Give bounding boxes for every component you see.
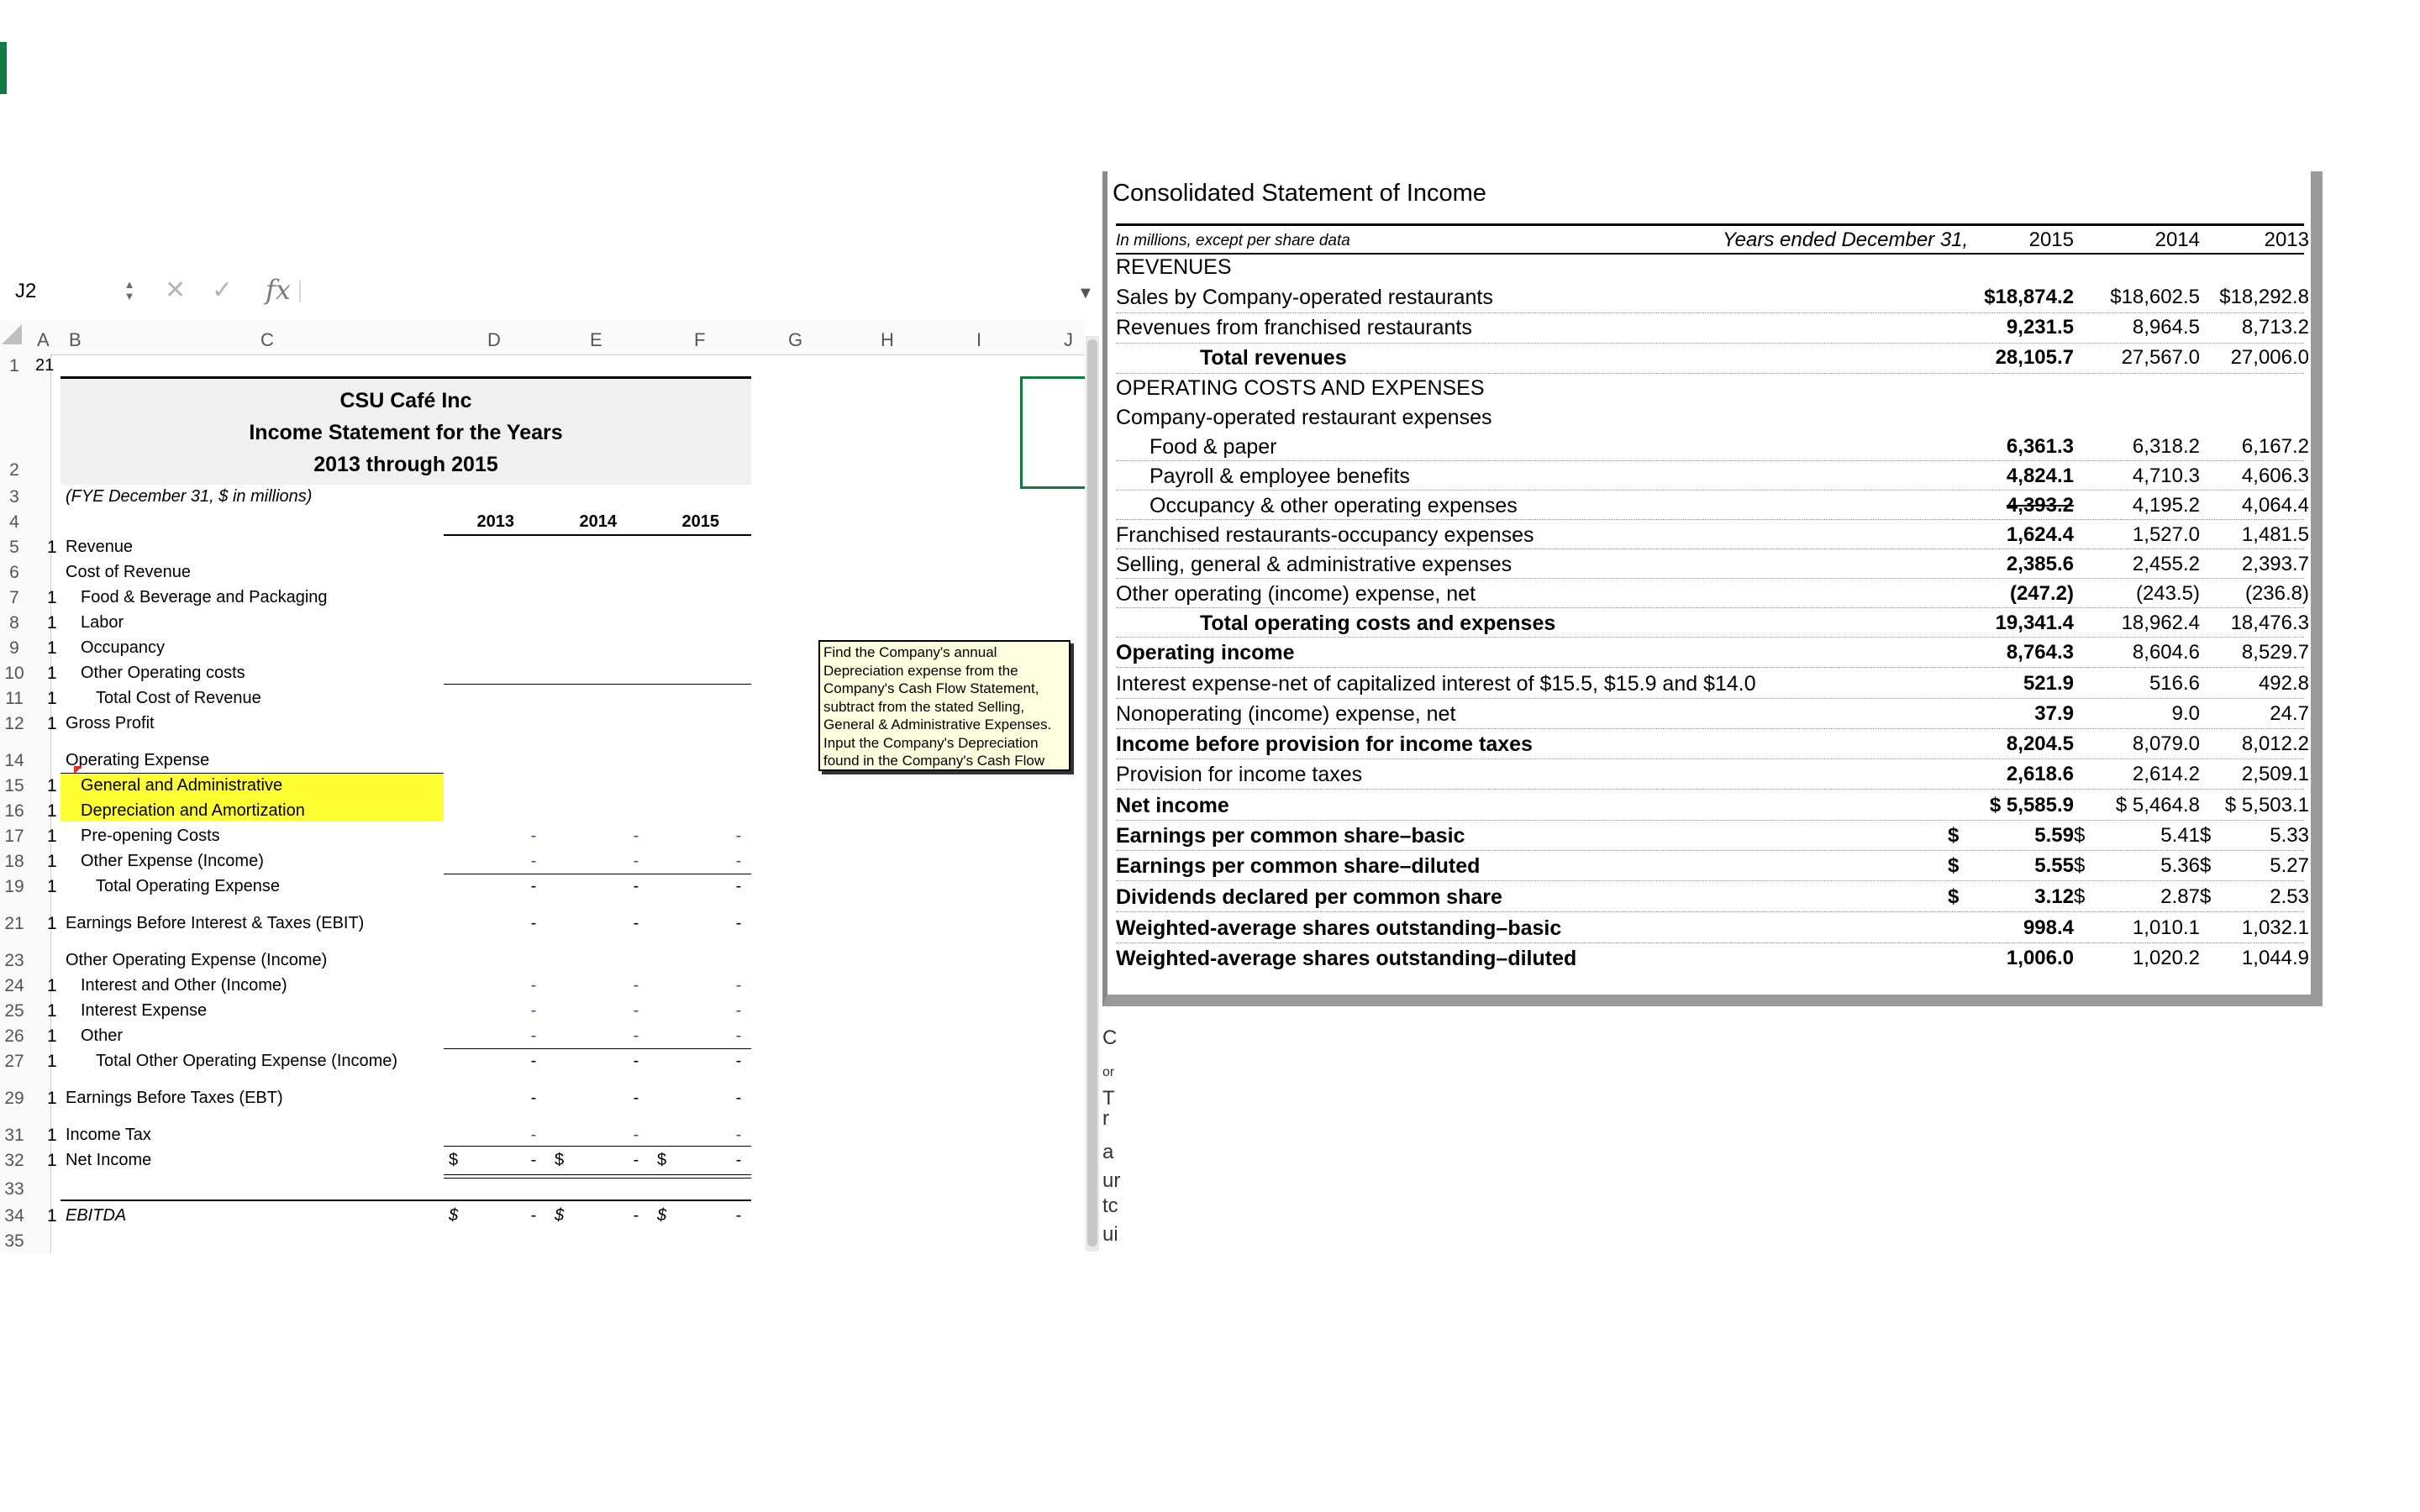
value-cell[interactable]: - — [530, 1151, 537, 1169]
group-marker: 1 — [47, 1206, 57, 1226]
currency-symbol: $ — [449, 1206, 459, 1225]
row-number[interactable]: 5 — [9, 538, 19, 557]
section-line — [60, 1200, 751, 1201]
fin-value: (243.5) — [2135, 582, 2200, 605]
row-number[interactable]: 14 — [4, 751, 24, 770]
year-header-2015[interactable]: 2015 — [681, 512, 719, 531]
selected-cell-j2[interactable] — [1020, 376, 1085, 489]
fin-dotted-rule — [1116, 942, 2304, 944]
value-cell[interactable]: - — [633, 877, 639, 895]
fin-period-label: Years ended December 31, — [1723, 228, 1969, 251]
fin-value: 2,509.1 — [2241, 763, 2309, 785]
fin-value: 9.0 — [2171, 702, 2200, 725]
group-marker: 1 — [47, 613, 57, 633]
fin-value: 2,618.6 — [2006, 763, 2074, 785]
row-number[interactable]: 15 — [4, 776, 24, 795]
value-cell[interactable]: - — [530, 1052, 537, 1070]
group-marker: 1 — [47, 1089, 57, 1108]
fin-value: 1,010.1 — [2132, 916, 2200, 939]
group-marker: 1 — [47, 1126, 57, 1145]
fin-row-label: Occupancy & other operating expenses — [1150, 494, 1518, 517]
row-number[interactable]: 17 — [4, 827, 24, 846]
fin-value: 6,167.2 — [2241, 435, 2309, 458]
label-ga[interactable]: General and Administrative — [81, 776, 283, 795]
row-number[interactable]: 18 — [4, 852, 24, 871]
value-cell[interactable]: - — [735, 1089, 742, 1107]
double-underline — [444, 1178, 751, 1179]
fin-value: 24.7 — [2270, 702, 2309, 725]
label-labor[interactable]: Labor — [81, 613, 124, 632]
fin-value: 2,393.7 — [2241, 553, 2309, 575]
fin-value: 1,032.1 — [2241, 916, 2309, 939]
value-cell[interactable]: - — [633, 1126, 639, 1144]
fin-row-label: Dividends declared per common share — [1116, 885, 1502, 909]
label-operating-expense[interactable]: Operating Expense — [66, 751, 210, 769]
fin-row-label: Sales by Company-operated restaurants — [1116, 286, 1493, 309]
fin-currency: $ — [2074, 854, 2086, 877]
fin-currency: $ — [2074, 824, 2086, 847]
fin-row-label: Operating income — [1116, 641, 1295, 664]
formula-bar-divider — [299, 281, 301, 302]
fin-value: 998.4 — [2023, 916, 2074, 939]
fin-dotted-rule — [1116, 490, 2304, 491]
label-other-op-income[interactable]: Other Operating Expense (Income) — [66, 951, 328, 969]
fin-value: 4,606.3 — [2241, 465, 2309, 487]
row-number[interactable]: 25 — [4, 1001, 24, 1021]
fin-value: 4,824.1 — [2006, 465, 2074, 487]
fin-value: 2,385.6 — [2006, 553, 2074, 575]
group-marker: 1 — [47, 827, 57, 846]
fin-row-label: Weighted-average shares outstanding–basic — [1116, 916, 1562, 940]
group-marker: 1 — [47, 1151, 57, 1170]
currency-symbol: $ — [657, 1206, 667, 1225]
value-cell[interactable]: - — [633, 976, 639, 995]
fin-value: 2.53 — [2270, 885, 2309, 908]
fin-dotted-rule — [1116, 312, 2304, 314]
row-number[interactable]: 23 — [4, 951, 24, 970]
value-cell[interactable]: - — [735, 1052, 742, 1070]
cell-b1[interactable]: 21 — [35, 356, 55, 375]
fin-value: 1,624.4 — [2006, 523, 2074, 546]
row-number[interactable]: 16 — [4, 801, 24, 821]
fin-value: 2.87 — [2160, 885, 2200, 908]
currency-symbol: $ — [555, 1206, 565, 1225]
value-cell[interactable]: - — [633, 1026, 639, 1045]
row-number[interactable]: 3 — [9, 487, 19, 507]
fin-value: 27,006.0 — [2230, 346, 2309, 369]
fin-value: 19,341.4 — [1995, 612, 2074, 634]
fin-value: (236.8) — [2244, 582, 2309, 605]
value-cell[interactable]: - — [735, 1126, 742, 1144]
fin-dotted-rule — [1116, 519, 2304, 521]
row-number[interactable]: 29 — [4, 1089, 24, 1108]
fin-value: $ 5,464.8 — [2115, 794, 2200, 816]
fin-currency: $ — [1948, 885, 1960, 908]
fin-value: 37.9 — [2034, 702, 2074, 725]
label-other[interactable]: Other — [81, 1026, 124, 1045]
fin-value: $18,874.2 — [1984, 286, 2074, 308]
value-cell[interactable]: - — [735, 914, 742, 932]
row-number[interactable]: 35 — [4, 1231, 24, 1251]
subtotal-line — [444, 684, 751, 685]
year-header-2013[interactable]: 2013 — [476, 512, 514, 531]
fin-dotted-rule — [1116, 789, 2304, 790]
value-cell[interactable]: - — [530, 1126, 537, 1144]
fin-dotted-rule — [1116, 578, 2304, 580]
fin-currency: $ — [2200, 854, 2212, 877]
fin-units: In millions, except per share data — [1116, 232, 1350, 249]
app-accent-bar — [0, 42, 7, 94]
column-header-h[interactable]: H — [881, 329, 894, 350]
group-marker: 1 — [47, 976, 57, 995]
value-cell[interactable]: - — [530, 1026, 537, 1045]
column-header-f[interactable]: F — [694, 329, 706, 350]
label-da[interactable]: Depreciation and Amortization — [81, 801, 305, 820]
fin-value: 1,527.0 — [2132, 523, 2200, 546]
fin-value: 492.8 — [2258, 672, 2309, 695]
fin-row-label: OPERATING COSTS AND EXPENSES — [1116, 376, 1485, 400]
fin-row-label: Company-operated restaurant expenses — [1116, 406, 1492, 429]
group-marker: 1 — [47, 1052, 57, 1071]
label-total-other[interactable]: Total Other Operating Expense (Income) — [96, 1052, 398, 1070]
fin-row-label: Net income — [1116, 794, 1229, 817]
background-text-fragment: C — [1102, 1026, 1118, 1049]
company-name: CSU Café Inc — [339, 389, 472, 412]
group-marker: 1 — [47, 689, 57, 708]
currency-symbol: $ — [657, 1151, 667, 1169]
row-number[interactable]: 19 — [4, 877, 24, 896]
fin-top-rule — [1116, 223, 2304, 226]
fin-year-2014: 2014 — [2154, 228, 2200, 251]
value-cell[interactable]: - — [735, 827, 742, 845]
fin-currency: $ — [1948, 854, 1960, 877]
fin-dotted-rule — [1116, 698, 2304, 700]
value-cell[interactable]: - — [633, 1151, 639, 1169]
fin-row-label: REVENUES — [1116, 255, 1232, 279]
row-number[interactable]: 12 — [4, 714, 24, 733]
fin-value: 1,481.5 — [2241, 523, 2309, 546]
pasted-income-statement-image[interactable] — [1102, 171, 2323, 1006]
double-underline — [444, 1174, 751, 1175]
fin-value: 4,195.2 — [2132, 494, 2200, 517]
value-cell[interactable]: - — [633, 914, 639, 932]
fin-dotted-rule — [1116, 607, 2304, 609]
label-other-expense[interactable]: Other Expense (Income) — [81, 852, 264, 870]
fin-value: 9,231.5 — [2006, 316, 2074, 339]
currency-symbol: $ — [449, 1151, 459, 1169]
background-text-fragment: a — [1102, 1141, 1114, 1163]
value-cell[interactable]: - — [530, 1206, 537, 1225]
row-number[interactable]: 6 — [9, 563, 19, 582]
fin-row-label: Selling, general & administrative expenses — [1116, 553, 1512, 576]
fin-value: 6,361.3 — [2006, 435, 2074, 458]
fin-value: 2,614.2 — [2132, 763, 2200, 785]
value-cell[interactable]: - — [633, 1052, 639, 1070]
row-number[interactable]: 4 — [9, 512, 19, 532]
label-food[interactable]: Food & Beverage and Packaging — [81, 588, 328, 606]
fin-title: Consolidated Statement of Income — [1113, 180, 1486, 207]
group-marker: 1 — [47, 852, 57, 871]
value-cell[interactable]: - — [530, 914, 537, 932]
fin-dotted-rule — [1116, 637, 2304, 638]
fin-row-label: Total operating costs and expenses — [1200, 612, 1556, 635]
background-text-fragment: r — [1102, 1107, 1109, 1130]
fin-value: 8,964.5 — [2132, 316, 2200, 339]
fin-value: 5.55 — [2034, 854, 2074, 877]
label-ebt[interactable]: Earnings Before Taxes (EBT) — [66, 1089, 283, 1107]
label-revenue[interactable]: Revenue — [66, 538, 134, 556]
fin-value: 5.59 — [2034, 824, 2074, 847]
value-cell[interactable]: - — [530, 852, 537, 870]
group-marker: 1 — [47, 1026, 57, 1046]
label-total-operating[interactable]: Total Operating Expense — [96, 877, 281, 895]
fin-value: 8,529.7 — [2241, 641, 2309, 664]
fin-value: 1,006.0 — [2006, 947, 2074, 969]
fin-row-label: Revenues from franchised restaurants — [1116, 316, 1472, 339]
column-header-c[interactable]: C — [260, 329, 274, 350]
group-marker: 1 — [47, 664, 57, 683]
row-number[interactable]: 32 — [4, 1151, 24, 1170]
row-number[interactable]: 24 — [4, 976, 24, 995]
background-text-fragment: T — [1102, 1087, 1115, 1110]
fin-dotted-rule — [1116, 667, 2304, 669]
fin-row-label: Weighted-average shares outstanding–diluted — [1116, 947, 1577, 970]
value-cell[interactable]: - — [735, 976, 742, 995]
fin-dotted-rule — [1116, 373, 2304, 375]
fin-value: 4,710.3 — [2132, 465, 2200, 487]
value-cell[interactable]: - — [633, 852, 639, 870]
column-header-bar — [0, 321, 1084, 355]
fin-row-label: Earnings per common share–basic — [1116, 824, 1465, 848]
statement-period: 2013 through 2015 — [313, 453, 498, 476]
fin-dotted-rule — [1116, 728, 2304, 730]
group-marker: 1 — [47, 714, 57, 733]
header-underline — [444, 534, 751, 536]
fin-row-label: Payroll & employee benefits — [1150, 465, 1410, 488]
fin-currency: $ — [2200, 885, 2212, 908]
name-box-stepper[interactable]: ▲ ▼ — [124, 278, 135, 302]
value-cell[interactable]: - — [530, 827, 537, 845]
column-header-e[interactable]: E — [590, 329, 602, 350]
fin-value: 8,764.3 — [2006, 641, 2074, 664]
row-number[interactable]: 2 — [9, 460, 19, 480]
fin-value: 5.33 — [2270, 824, 2309, 847]
fin-currency: $ — [2074, 885, 2086, 908]
row-number[interactable]: 27 — [4, 1052, 24, 1071]
fin-value: 8,604.6 — [2132, 641, 2200, 664]
function-icon[interactable]: fx — [266, 274, 291, 306]
background-text-fragment: or — [1102, 1065, 1115, 1079]
column-header-a[interactable]: A — [37, 329, 50, 350]
fin-value: 18,962.4 — [2121, 612, 2200, 634]
row-number[interactable]: 9 — [9, 638, 19, 658]
label-ebitda[interactable]: EBITDA — [66, 1206, 127, 1225]
background-text-fragment: ur — [1102, 1169, 1121, 1192]
row-number[interactable]: 34 — [4, 1206, 24, 1226]
fin-dotted-rule — [1116, 460, 2304, 462]
row-number[interactable]: 1 — [9, 356, 19, 375]
fin-row-label: Provision for income taxes — [1116, 763, 1363, 786]
label-cost-of-revenue[interactable]: Cost of Revenue — [66, 563, 191, 581]
column-header-b[interactable]: B — [69, 329, 82, 350]
fin-row-label: Earnings per common share–diluted — [1116, 854, 1481, 878]
fin-value: $18,602.5 — [2110, 286, 2200, 308]
value-cell[interactable]: - — [530, 1089, 537, 1107]
fin-value: 521.9 — [2023, 672, 2074, 695]
fin-value: 1,020.2 — [2132, 947, 2200, 969]
group-marker: 1 — [47, 638, 57, 658]
fin-currency: $ — [1948, 824, 1960, 847]
currency-symbol: $ — [555, 1151, 565, 1169]
value-cell[interactable]: - — [633, 1089, 639, 1107]
fin-value: $ 5,585.9 — [1989, 794, 2074, 816]
column-header-i[interactable]: I — [976, 329, 982, 350]
label-gross-profit[interactable]: Gross Profit — [66, 714, 155, 732]
label-preopening[interactable]: Pre-opening Costs — [81, 827, 220, 845]
row-number[interactable]: 8 — [9, 613, 19, 633]
fin-value: 27,567.0 — [2121, 346, 2200, 369]
name-box[interactable]: J2 — [15, 280, 37, 302]
value-cell[interactable]: - — [735, 1026, 742, 1045]
fin-value: 1,044.9 — [2241, 947, 2309, 969]
fin-value: 8,012.2 — [2241, 732, 2309, 755]
fin-row-label: Nonoperating (income) expense, net — [1116, 702, 1456, 726]
fin-value: 516.6 — [2149, 672, 2200, 695]
column-header-j[interactable]: J — [1064, 329, 1073, 350]
fin-value: 8,079.0 — [2132, 732, 2200, 755]
fin-value: 2,455.2 — [2132, 553, 2200, 575]
value-cell[interactable]: - — [735, 852, 742, 870]
group-marker: 1 — [47, 538, 57, 557]
fin-value: 5.41 — [2160, 824, 2200, 847]
group-marker: 1 — [47, 776, 57, 795]
column-header-d[interactable]: D — [487, 329, 501, 350]
fin-row-label: Income before provision for income taxes — [1116, 732, 1533, 756]
row-number[interactable]: 11 — [5, 689, 24, 708]
value-cell[interactable]: - — [530, 976, 537, 995]
fin-header-rule — [1116, 253, 2304, 255]
fin-value: 8,204.5 — [2006, 732, 2074, 755]
fin-dotted-rule — [1116, 911, 2304, 913]
fin-row-label: Other operating (income) expense, net — [1116, 582, 1476, 606]
fin-year-2015: 2015 — [2028, 228, 2074, 251]
subtotal-line — [444, 1048, 751, 1049]
group-marker: 1 — [47, 801, 57, 821]
label-interest-other[interactable]: Interest and Other (Income) — [81, 976, 287, 995]
row-number[interactable]: 10 — [4, 664, 24, 683]
group-marker: 1 — [47, 1001, 57, 1021]
fin-row-label: Total revenues — [1200, 346, 1347, 370]
value-cell[interactable]: - — [530, 877, 537, 895]
group-marker: 1 — [47, 588, 57, 607]
fin-value: $ 5,503.1 — [2224, 794, 2309, 816]
fin-value: 6,318.2 — [2132, 435, 2200, 458]
label-occupancy[interactable]: Occupancy — [81, 638, 166, 657]
section-line — [60, 773, 444, 774]
fin-year-2013: 2013 — [2264, 228, 2309, 251]
fin-value: (247.2) — [2009, 582, 2074, 605]
label-net-income[interactable]: Net Income — [66, 1151, 152, 1169]
column-header-g[interactable]: G — [788, 329, 803, 350]
fin-currency: $ — [2200, 824, 2212, 847]
fin-dotted-rule — [1116, 820, 2304, 822]
label-income-tax[interactable]: Income Tax — [66, 1126, 151, 1144]
fin-row-label: Franchised restaurants-occupancy expenses — [1116, 523, 1534, 547]
fin-dotted-rule — [1116, 343, 2304, 344]
fin-value: 28,105.7 — [1995, 346, 2074, 369]
fin-dotted-rule — [1116, 880, 2304, 882]
fin-dotted-rule — [1116, 850, 2304, 852]
label-total-cost[interactable]: Total Cost of Revenue — [96, 689, 261, 707]
value-cell[interactable]: - — [735, 1206, 742, 1225]
value-cell[interactable]: - — [633, 1206, 639, 1225]
row-number[interactable]: 7 — [9, 588, 19, 607]
check-icon[interactable]: ✓ — [212, 276, 234, 304]
label-other-operating[interactable]: Other Operating costs — [81, 664, 245, 682]
close-icon[interactable]: ✕ — [165, 276, 187, 304]
fin-dotted-rule — [1116, 759, 2304, 760]
value-cell[interactable]: - — [633, 827, 639, 845]
value-cell[interactable]: - — [530, 1001, 537, 1020]
cell-comment[interactable]: Find the Company's annual Depreciation expense from the Company's Cash Flow Statement, subtract from the stated Selling, General & Administrative Expenses. Input the Company's Depreciation found in the Company's Cash Flow — [818, 640, 1071, 771]
row-number[interactable]: 31 — [4, 1126, 24, 1145]
year-header-2014[interactable]: 2014 — [579, 512, 617, 531]
group-marker: 1 — [47, 877, 57, 896]
value-cell[interactable]: - — [633, 1001, 639, 1020]
row-number[interactable]: 26 — [4, 1026, 24, 1046]
units-note: (FYE December 31, $ in millions) — [66, 487, 313, 506]
value-cell[interactable]: - — [735, 877, 742, 895]
fin-value: 5.36 — [2160, 854, 2200, 877]
statement-title-block — [60, 376, 751, 485]
fin-value: 8,713.2 — [2241, 316, 2309, 339]
background-text-fragment: tc — [1102, 1194, 1118, 1217]
fin-value: 3.12 — [2034, 885, 2074, 908]
scrollbar-thumb[interactable] — [1087, 339, 1097, 1247]
comment-indicator[interactable] — [74, 766, 82, 774]
group-marker: 1 — [47, 914, 57, 933]
fin-value: $18,292.8 — [2219, 286, 2309, 308]
label-interest-expense[interactable]: Interest Expense — [81, 1001, 208, 1020]
background-text-fragment: ui — [1102, 1223, 1118, 1246]
value-cell[interactable]: - — [735, 1001, 742, 1020]
fin-row-label: Interest expense-net of capitalized interest of $15.5, $15.9 and $14.0 — [1116, 672, 1756, 696]
fin-value: 18,476.3 — [2230, 612, 2309, 634]
value-cell[interactable]: - — [735, 1151, 742, 1169]
row-number[interactable]: 21 — [4, 914, 24, 933]
fin-value: 5.27 — [2270, 854, 2309, 877]
statement-title: Income Statement for the Years — [249, 421, 563, 444]
formula-bar-expand-icon[interactable]: ▼ — [1077, 284, 1094, 302]
fin-dotted-rule — [1116, 549, 2304, 550]
label-ebit[interactable]: Earnings Before Interest & Taxes (EBIT) — [66, 914, 365, 932]
subtotal-line — [444, 1146, 751, 1147]
fin-value: 4,393.2 — [2006, 494, 2074, 517]
select-all-corner[interactable] — [2, 324, 22, 344]
fin-row-label: Food & paper — [1150, 435, 1277, 459]
fin-value: 4,064.4 — [2241, 494, 2309, 517]
row-number[interactable]: 33 — [4, 1179, 24, 1199]
